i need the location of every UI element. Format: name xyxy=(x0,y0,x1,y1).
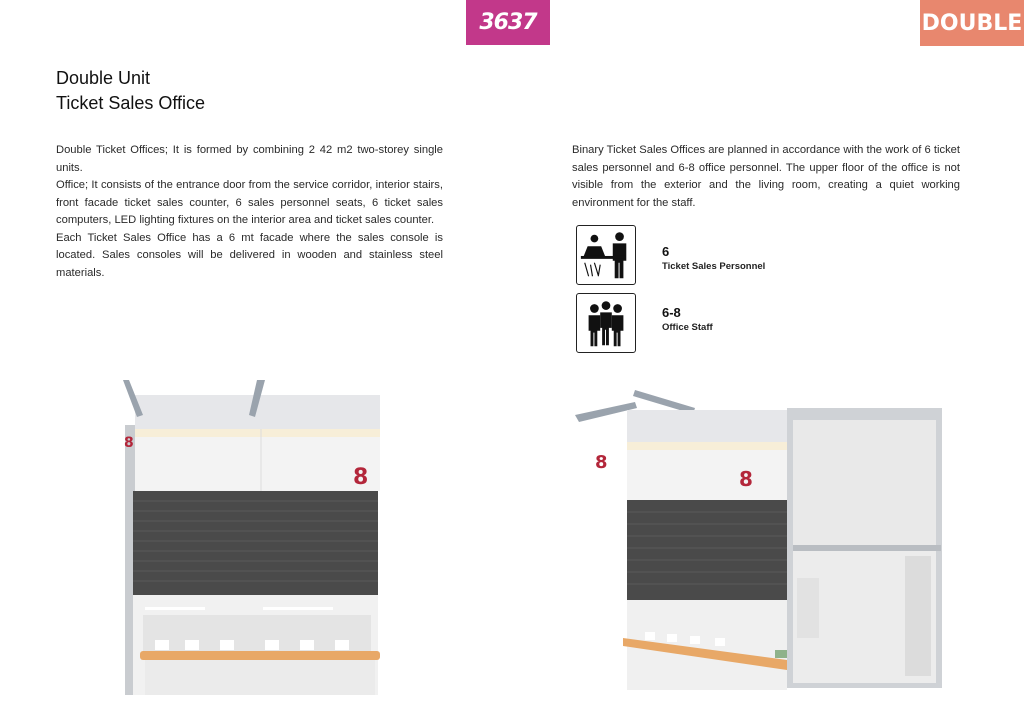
svg-text:8: 8 xyxy=(124,435,134,451)
stat-label: Ticket Sales Personnel xyxy=(662,261,766,272)
brand-logo: 3637 xyxy=(466,0,550,45)
unit-number: 8 xyxy=(739,467,753,491)
front-view-render xyxy=(115,375,390,705)
stat-label: Office Staff xyxy=(662,322,713,333)
stat-office-staff xyxy=(662,305,713,333)
office-staff-icon xyxy=(576,293,636,353)
unit-number: 8 xyxy=(353,465,369,490)
intro-text xyxy=(56,142,443,282)
summary-paragraph: Binary Ticket Sales Offices are planned in accordance with the work of 6 ticket sales personnel and 6-8 office personnel. The upper floor of the office is not visible from the exterior and the living room, creating a quiet working environment for the staff. xyxy=(572,144,960,209)
title-line-1: Double Unit xyxy=(56,68,151,88)
title-line-2: Ticket Sales Office xyxy=(56,93,206,113)
page-title xyxy=(56,66,205,116)
stat-ticket-personnel xyxy=(662,244,765,272)
summary-text xyxy=(572,142,960,212)
stat-value: 6-8 xyxy=(662,305,681,320)
section-view-render xyxy=(575,380,955,700)
stat-value: 6 xyxy=(662,244,670,259)
ticket-seller-icon xyxy=(576,225,636,285)
intro-paragraph-3: Each Ticket Sales Office has a 6 mt facade where the sales console is located. Sales consoles will be delivered in wooden and stainless steel materials. xyxy=(56,231,443,279)
unit-type-badge: DOUBLE xyxy=(920,0,1024,46)
intro-paragraph-2: Office; It consists of the entrance door from the service corridor, interior stairs, front facade ticket sales counter, 6 sales personnel seats, 6 ticket sales computers, LED lighting fixtures on the interior area and ticket sales counter. xyxy=(56,179,443,226)
intro-paragraph-1: Double Ticket Offices; It is formed by combining 2 42 m2 two-storey single units. xyxy=(56,144,443,174)
truss-number: 8 xyxy=(595,452,608,473)
